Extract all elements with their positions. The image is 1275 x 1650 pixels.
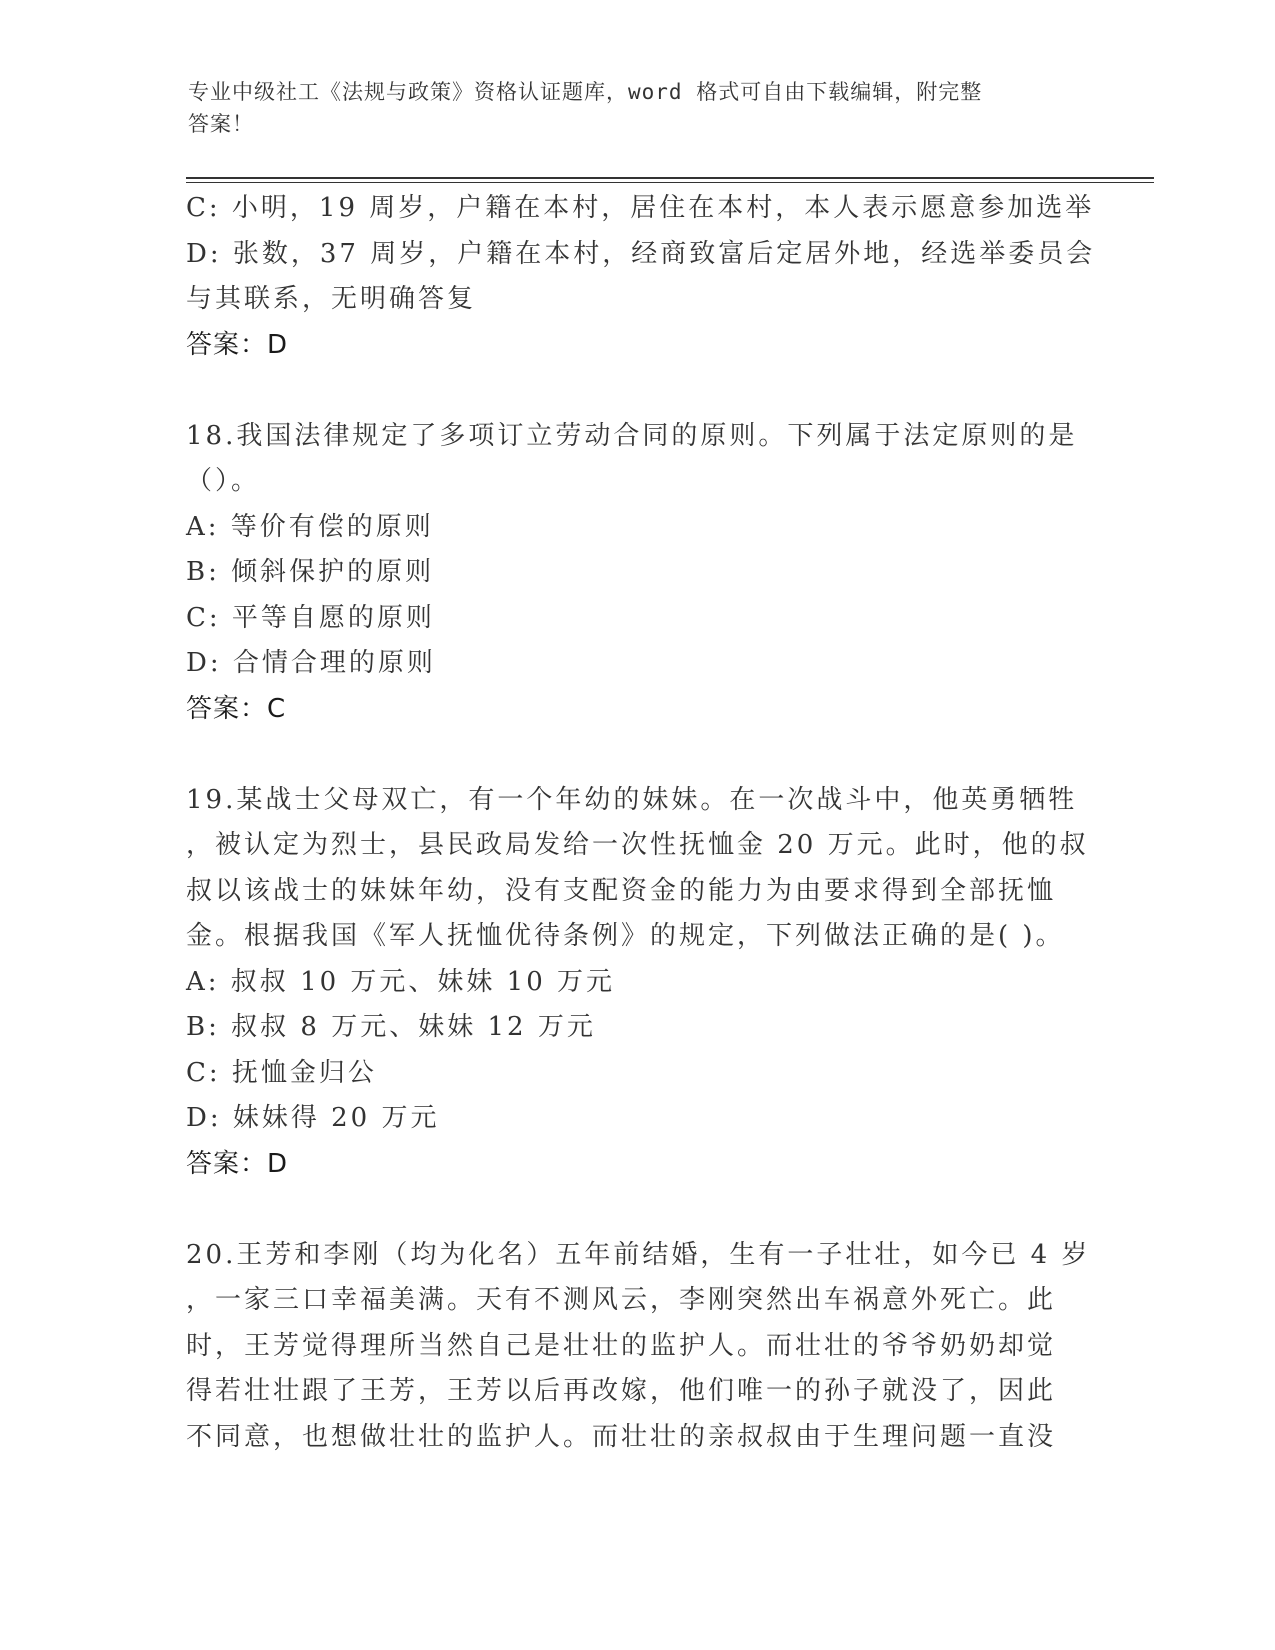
spacer xyxy=(186,1187,1086,1233)
answer-label: 答案：D xyxy=(186,329,289,360)
option-b: B: 倾斜保护的原则 xyxy=(186,557,435,587)
spacer xyxy=(186,368,1086,414)
option-c: C: 平等自愿的原则 xyxy=(186,602,435,633)
option-c: C: 小明，19 周岁，户籍在本村，居住在本村，本人表示愿意参加选举 xyxy=(186,193,1095,223)
header-line: 答案！ xyxy=(188,112,254,136)
question-17-tail xyxy=(186,186,1096,368)
option-b: B: 叔叔 8 万元、妹妹 12 万元 xyxy=(186,1012,596,1042)
answer-label: 答案：C xyxy=(186,693,287,724)
spacer xyxy=(186,732,1086,778)
option-d-continued: 与其联系，无明确答复 xyxy=(186,284,477,314)
option-c: C: 抚恤金归公 xyxy=(186,1057,377,1088)
question-stem-continued: 叔以该战士的妹妹年幼，没有支配资金的能力为由要求得到全部抚恤 xyxy=(186,875,1057,906)
option-a: A: 等价有偿的原则 xyxy=(186,511,434,542)
question-18 xyxy=(186,414,1086,733)
answer-label: 答案：D xyxy=(186,1148,289,1179)
option-d: D: 合情合理的原则 xyxy=(186,648,436,678)
question-stem-continued: ，被认定为烈士，县民政局发给一次性抚恤金 20 万元。此时，他的叔 xyxy=(186,830,1089,860)
question-stem-continued: （）。 xyxy=(186,466,261,496)
page-header xyxy=(188,76,1068,140)
question-20 xyxy=(186,1233,1091,1461)
question-stem-continued: 时，王芳觉得理所当然自己是壮壮的监护人。而壮壮的爷爷奶奶却觉 xyxy=(186,1330,1057,1361)
question-19 xyxy=(186,778,1089,1188)
question-stem-continued: 得若壮壮跟了王芳，王芳以后再改嫁，他们唯一的孙子就没了，因此 xyxy=(186,1376,1057,1406)
question-stem: 18.我国法律规定了多项订立劳动合同的原则。下列属于法定原则的是 xyxy=(186,420,1078,451)
option-a: A: 叔叔 10 万元、妹妹 10 万元 xyxy=(186,966,616,997)
header-divider-thin xyxy=(186,182,1154,183)
question-stem: 20.王芳和李刚（均为化名）五年前结婚，生有一子壮壮，如今已 4 岁 xyxy=(186,1239,1091,1270)
document-body xyxy=(186,186,1096,1460)
question-stem-continued: ，一家三口幸福美满。天有不测风云，李刚突然出车祸意外死亡。此 xyxy=(186,1285,1057,1315)
header-divider-thick xyxy=(186,177,1154,179)
header-line: 专业中级社工《法规与政策》资格认证题库，word 格式可自由下载编辑，附完整 xyxy=(188,80,983,104)
question-stem: 19.某战士父母双亡，有一个年幼的妹妹。在一次战斗中，他英勇牺牲 xyxy=(186,784,1078,815)
option-d: D: 妹妹得 20 万元 xyxy=(186,1103,440,1133)
option-d: D: 张数，37 周岁，户籍在本村，经商致富后定居外地，经选举委员会 xyxy=(186,238,1096,269)
question-stem-continued: 金。根据我国《军人抚恤优待条例》的规定，下列做法正确的是( )。 xyxy=(186,921,1065,951)
question-stem-continued: 不同意，也想做壮壮的监护人。而壮壮的亲叔叔由于生理问题一直没 xyxy=(186,1421,1057,1452)
